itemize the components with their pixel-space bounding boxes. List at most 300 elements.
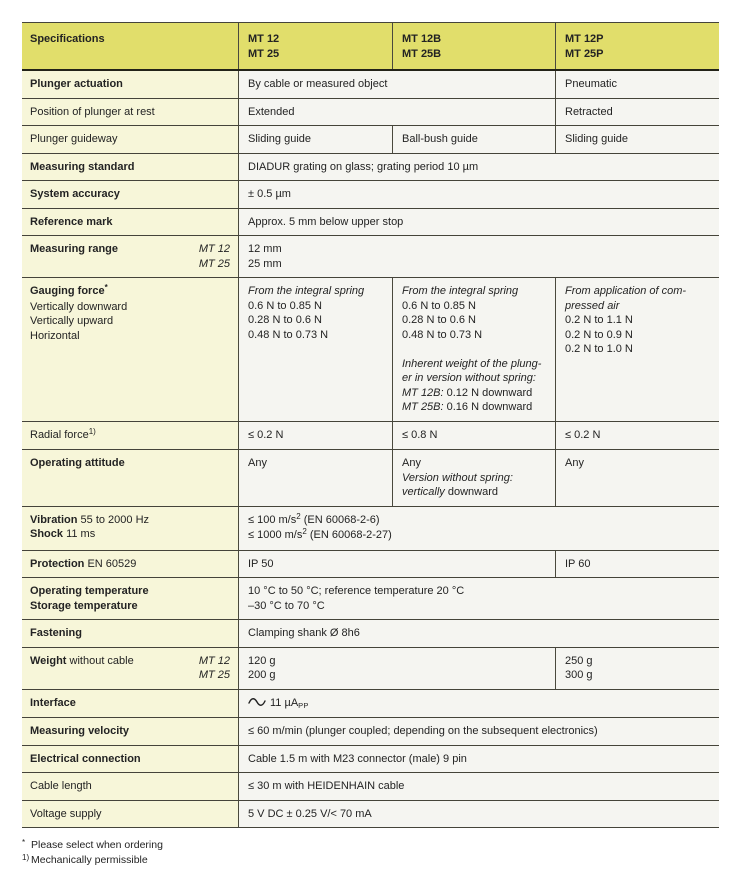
text-segment: 120 g xyxy=(248,654,276,667)
text-segment: 2 xyxy=(302,527,307,536)
text-segment: Clamping shank Ø 8h6 xyxy=(248,627,360,639)
data-cell xyxy=(238,209,719,236)
text-segment: 250 g xyxy=(565,654,593,667)
data-cell xyxy=(392,422,555,450)
text-segment: Sliding guide xyxy=(248,133,311,145)
text-segment: 0.6 N to 0.85 N xyxy=(402,299,476,312)
table-row xyxy=(22,126,719,154)
text-line xyxy=(30,32,105,47)
text-segment: downward xyxy=(444,486,498,498)
row-label-cell xyxy=(22,578,238,619)
text-segment: Radial force xyxy=(30,428,89,441)
text-line xyxy=(30,752,141,767)
row-label-cell xyxy=(22,422,238,450)
text-segment: Sliding guide xyxy=(565,133,628,145)
text-segment: Cable length xyxy=(30,780,92,792)
text-segment: Inherent weight of the plung- xyxy=(402,357,542,370)
text-line xyxy=(199,668,230,683)
row-label-cell xyxy=(22,278,238,421)
text-line xyxy=(565,342,710,357)
text-segment: 0.2 N to 0.9 N xyxy=(565,328,633,341)
row-label xyxy=(30,215,113,230)
text-line xyxy=(402,328,546,343)
data-cell xyxy=(238,236,719,277)
text-segment: Operating temperature xyxy=(30,585,149,597)
text-segment: 0.12 N downward xyxy=(443,386,533,399)
text-line xyxy=(30,329,127,344)
text-segment: From the integral spring xyxy=(402,285,519,297)
text-segment: Any xyxy=(402,457,421,469)
data-cell xyxy=(555,450,719,506)
row-label xyxy=(30,132,117,147)
text-line xyxy=(248,557,546,572)
text-segment: MT 25 xyxy=(198,669,230,681)
text-line xyxy=(30,242,118,257)
text-line xyxy=(565,284,710,299)
text-segment: Interface xyxy=(30,696,76,709)
text-segment: MT 12B: xyxy=(402,386,444,399)
text-line xyxy=(30,77,123,92)
text-segment: 300 g xyxy=(565,669,593,681)
text-segment: 55 to 2000 Hz xyxy=(77,513,150,526)
text-segment: EN 60529 xyxy=(84,557,137,570)
text-segment: Electrical connection xyxy=(30,752,141,765)
text-segment: Operating attitude xyxy=(30,457,125,469)
text-line xyxy=(248,77,546,92)
text-segment: 0.28 N to 0.6 N xyxy=(402,314,476,326)
table-row xyxy=(22,154,719,182)
row-label-cell xyxy=(22,773,238,800)
table-row xyxy=(22,690,719,719)
row-label-cell xyxy=(22,450,238,506)
text-segment: MT 25 xyxy=(248,47,280,60)
text-line xyxy=(402,456,546,471)
text-segment: MT 12B xyxy=(402,33,442,45)
text-line xyxy=(30,513,149,528)
text-segment: Any xyxy=(565,457,584,469)
table-row xyxy=(22,648,719,690)
data-cell xyxy=(392,450,555,506)
text-segment: Protection xyxy=(30,557,85,570)
text-line xyxy=(565,654,710,669)
text-segment: 2 xyxy=(296,511,301,521)
data-cell xyxy=(555,23,719,69)
text-segment: IP 50 xyxy=(248,557,274,570)
sine-wave-icon xyxy=(248,697,266,712)
data-cell xyxy=(392,278,555,421)
text-segment: Pneumatic xyxy=(565,78,617,90)
row-label xyxy=(30,807,102,822)
text-line xyxy=(565,77,710,92)
text-line xyxy=(402,313,546,328)
row-label xyxy=(30,32,105,61)
text-segment: System accuracy xyxy=(30,188,120,200)
text-segment: 0.48 N to 0.73 N xyxy=(248,328,329,341)
text-line xyxy=(248,187,710,202)
text-line xyxy=(248,456,383,471)
data-cell xyxy=(555,278,719,421)
text-line xyxy=(402,132,546,147)
text-segment: Measuring velocity xyxy=(30,725,130,737)
text-segment: Approx. 5 mm below upper stop xyxy=(248,215,404,228)
text-segment: Weight xyxy=(30,654,67,667)
text-line xyxy=(565,47,710,62)
row-label-cell xyxy=(22,648,238,689)
text-segment: MT 25 xyxy=(198,257,230,270)
data-cell xyxy=(238,71,555,98)
text-line xyxy=(248,105,546,120)
text-line xyxy=(248,47,383,62)
data-cell xyxy=(555,648,719,689)
text-segment: Plunger guideway xyxy=(30,133,118,145)
text-segment: Horizontal xyxy=(30,329,80,342)
row-label xyxy=(30,456,125,500)
text-segment: Any xyxy=(248,457,267,469)
data-cell xyxy=(238,422,392,450)
text-line xyxy=(30,654,134,669)
row-label xyxy=(30,696,76,712)
text-segment: (EN 60068-2-6) xyxy=(300,513,380,526)
text-segment: Plunger actuation xyxy=(30,78,123,90)
data-cell xyxy=(392,23,555,69)
data-cell xyxy=(555,71,719,98)
text-line xyxy=(248,257,710,272)
text-line xyxy=(565,313,710,328)
data-cell xyxy=(238,551,555,578)
text-line xyxy=(30,300,127,315)
text-line xyxy=(402,400,546,415)
table-row xyxy=(22,181,719,209)
text-line xyxy=(248,299,383,314)
text-line xyxy=(565,32,710,47)
text-segment: ≤ 0.8 N xyxy=(402,428,438,441)
text-line xyxy=(565,668,710,683)
text-line xyxy=(30,599,149,614)
table-row xyxy=(22,551,719,579)
table-header-row xyxy=(22,23,719,71)
text-line xyxy=(565,557,710,572)
row-label xyxy=(30,584,149,613)
text-segment: MT 12 xyxy=(248,33,280,45)
data-cell xyxy=(555,126,719,153)
data-cell xyxy=(238,801,719,828)
row-label xyxy=(30,654,134,683)
text-line xyxy=(565,105,710,120)
text-line xyxy=(199,654,230,669)
data-cell xyxy=(555,551,719,578)
text-line xyxy=(402,357,546,372)
row-label-cell xyxy=(22,718,238,745)
table-row xyxy=(22,801,719,829)
footnote xyxy=(22,853,163,868)
row-label xyxy=(30,160,135,175)
text-line xyxy=(30,284,127,300)
text-line xyxy=(402,471,546,486)
text-line xyxy=(565,428,710,443)
text-segment: 1) xyxy=(88,426,96,436)
text-line xyxy=(565,456,710,471)
text-segment: 5 V DC ± 0.25 V/< 70 mA xyxy=(248,807,372,820)
text-segment: er in version without spring: xyxy=(402,372,536,384)
row-label xyxy=(30,513,149,544)
row-label-cell xyxy=(22,690,238,718)
text-segment: 0.6 N to 0.85 N xyxy=(248,299,322,312)
table-row xyxy=(22,578,719,620)
text-segment: ≤ 0.2 N xyxy=(248,428,284,441)
row-label-cell xyxy=(22,71,238,98)
row-label-cell xyxy=(22,154,238,181)
data-cell xyxy=(238,648,555,689)
text-line xyxy=(248,668,546,683)
text-segment: Vertically upward xyxy=(30,315,114,327)
text-line xyxy=(248,654,546,669)
row-label xyxy=(30,77,123,92)
data-cell xyxy=(238,718,719,745)
row-label-cell xyxy=(22,551,238,578)
text-segment: Measuring standard xyxy=(30,160,135,173)
footnote xyxy=(22,838,163,853)
text-line xyxy=(248,513,710,529)
text-line xyxy=(30,187,120,202)
table-row xyxy=(22,620,719,648)
text-line xyxy=(30,428,96,444)
text-line xyxy=(248,626,710,641)
text-line xyxy=(402,371,546,386)
text-line xyxy=(248,807,710,822)
text-segment: 200 g xyxy=(248,669,276,681)
text-line xyxy=(30,779,92,794)
text-segment: ≤ 30 m with HEIDENHAIN cable xyxy=(248,780,405,792)
text-segment: Storage temperature xyxy=(30,599,138,612)
text-line xyxy=(30,132,117,147)
footnote-text: Please select when ordering xyxy=(31,839,163,851)
row-label-cell xyxy=(22,801,238,828)
data-cell xyxy=(238,99,555,126)
text-segment: Shock xyxy=(30,528,64,540)
text-segment: 12 mm xyxy=(248,243,282,255)
text-line xyxy=(248,752,710,767)
text-segment: 11 µA xyxy=(270,696,299,709)
row-label-cell xyxy=(22,99,238,126)
text-segment: Measuring range xyxy=(30,243,119,255)
text-line xyxy=(248,584,710,599)
text-segment: 25 mm xyxy=(248,257,282,270)
text-line xyxy=(402,47,546,62)
text-line xyxy=(30,105,155,120)
text-segment: MT 25B xyxy=(402,47,442,60)
row-label-cell xyxy=(22,126,238,153)
row-label-cell xyxy=(22,507,238,550)
text-line xyxy=(30,215,113,230)
text-line xyxy=(248,696,710,712)
text-line xyxy=(402,428,546,443)
text-line xyxy=(30,626,82,641)
text-segment: 0.2 N to 1.1 N xyxy=(565,314,633,326)
table-row xyxy=(22,507,719,551)
footnote-marker: 1) xyxy=(22,853,30,862)
text-segment: (EN 60068-2-27) xyxy=(306,529,392,541)
text-segment: –30 °C to 70 °C xyxy=(248,599,325,612)
row-label-cell xyxy=(22,746,238,773)
text-segment: without cable xyxy=(66,654,134,667)
text-segment: Retracted xyxy=(565,105,613,118)
data-cell xyxy=(238,620,719,647)
text-line xyxy=(30,584,149,599)
text-segment: Position of plunger at rest xyxy=(30,105,155,118)
text-line xyxy=(30,314,127,329)
text-line xyxy=(248,160,710,175)
text-line xyxy=(248,132,383,147)
text-segment: ≤ 60 m/min (plunger coupled; depending on the subsequent electronics) xyxy=(248,725,598,737)
table-row xyxy=(22,773,719,801)
text-line xyxy=(30,160,135,175)
row-label xyxy=(30,284,127,415)
data-cell xyxy=(238,773,719,800)
text-segment: Gauging force xyxy=(30,285,105,297)
text-line xyxy=(248,528,710,544)
text-segment: Vibration xyxy=(30,513,78,526)
row-label xyxy=(30,752,141,767)
data-cell xyxy=(238,746,719,773)
text-line xyxy=(565,328,710,343)
text-line xyxy=(248,599,710,614)
text-segment: Version without spring: xyxy=(402,471,513,484)
data-cell xyxy=(238,690,719,718)
data-cell xyxy=(238,450,392,506)
text-segment: 0.28 N to 0.6 N xyxy=(248,314,322,326)
text-segment: 0.2 N to 1.0 N xyxy=(565,343,633,355)
data-cell xyxy=(238,23,392,69)
text-line xyxy=(248,724,710,739)
text-segment: ± 0.5 µm xyxy=(248,188,291,200)
text-line xyxy=(30,696,76,711)
table-row xyxy=(22,746,719,774)
data-cell xyxy=(555,99,719,126)
text-line xyxy=(565,132,710,147)
text-line xyxy=(402,32,546,47)
text-line xyxy=(30,724,129,739)
text-line xyxy=(30,807,102,822)
text-segment: ≤ 1000 m/s xyxy=(248,529,303,541)
text-segment: Voltage supply xyxy=(30,807,102,820)
text-segment: From the integral spring xyxy=(248,285,365,297)
table-row xyxy=(22,209,719,237)
text-segment: pressed air xyxy=(565,299,620,312)
text-segment: MT 25B: xyxy=(402,401,444,413)
data-cell xyxy=(238,278,392,421)
text-segment: 0.48 N to 0.73 N xyxy=(402,328,483,341)
row-label-variants xyxy=(199,242,230,271)
data-cell xyxy=(238,126,392,153)
row-label xyxy=(30,557,136,572)
data-cell xyxy=(238,507,719,550)
row-label-cell xyxy=(22,181,238,208)
text-line xyxy=(30,557,136,572)
text-segment: MT 12P xyxy=(565,33,604,45)
text-segment: Ball-bush guide xyxy=(402,133,478,145)
text-segment: 11 ms xyxy=(63,528,96,540)
text-segment: ≤ 0.2 N xyxy=(565,428,601,441)
table-row xyxy=(22,718,719,746)
text-segment: * xyxy=(104,283,108,292)
text-segment: 10 °C to 50 °C; reference temperature 20 °C xyxy=(248,585,465,597)
text-segment: vertically xyxy=(402,486,445,498)
data-cell xyxy=(238,578,719,619)
row-label-cell xyxy=(22,209,238,236)
text-line xyxy=(199,257,230,272)
text-segment: PP xyxy=(298,700,309,710)
table-row xyxy=(22,278,719,422)
row-label xyxy=(30,428,96,444)
text-segment: DIADUR grating on glass; grating period 10 µm xyxy=(248,160,479,173)
text-segment: Reference mark xyxy=(30,215,113,228)
text-line xyxy=(248,313,383,328)
text-line xyxy=(402,342,546,357)
footnotes xyxy=(22,838,163,868)
text-line xyxy=(402,386,546,401)
text-line xyxy=(402,299,546,314)
row-label-cell xyxy=(22,23,238,69)
text-line xyxy=(248,242,710,257)
row-label xyxy=(30,187,120,202)
text-segment: MT 25P xyxy=(565,47,604,60)
row-label-variants xyxy=(199,654,230,683)
text-line xyxy=(565,299,710,314)
text-line xyxy=(248,215,710,230)
data-cell xyxy=(555,422,719,450)
data-cell xyxy=(238,181,719,208)
text-line xyxy=(199,242,230,257)
row-label xyxy=(30,105,155,120)
text-segment: Vertically downward xyxy=(30,300,128,313)
text-segment: MT 12 xyxy=(198,654,230,667)
text-segment: ≤ 100 m/s xyxy=(248,513,297,526)
row-label xyxy=(30,779,92,794)
text-segment: IP 60 xyxy=(565,557,591,570)
table-row xyxy=(22,71,719,99)
table-row xyxy=(22,99,719,127)
text-line xyxy=(248,32,383,47)
table-row xyxy=(22,422,719,451)
row-label xyxy=(30,626,82,641)
text-segment: By cable or measured object xyxy=(248,78,388,90)
row-label-cell xyxy=(22,620,238,647)
text-line xyxy=(402,485,546,500)
text-segment: 0.16 N downward xyxy=(443,401,533,413)
text-line xyxy=(30,456,125,471)
text-segment: Extended xyxy=(248,105,295,118)
text-line xyxy=(248,328,383,343)
text-segment: Specifications xyxy=(30,33,105,45)
data-cell xyxy=(238,154,719,181)
text-segment: From application of com- xyxy=(565,285,687,297)
row-label xyxy=(30,724,129,739)
text-segment: Cable 1.5 m with M23 connector (male) 9 pin xyxy=(248,752,467,765)
text-line xyxy=(402,284,546,299)
text-segment: Fastening xyxy=(30,627,82,639)
footnote-text: Mechanically permissible xyxy=(31,854,148,866)
table-row xyxy=(22,236,719,278)
text-segment: MT 12 xyxy=(198,243,230,255)
data-cell xyxy=(392,126,555,153)
text-line xyxy=(248,284,383,299)
table-row xyxy=(22,450,719,507)
row-label-cell xyxy=(22,236,238,277)
text-line xyxy=(30,527,149,542)
text-line xyxy=(248,779,710,794)
spec-table xyxy=(22,22,719,828)
footnote-marker: * xyxy=(22,838,26,847)
